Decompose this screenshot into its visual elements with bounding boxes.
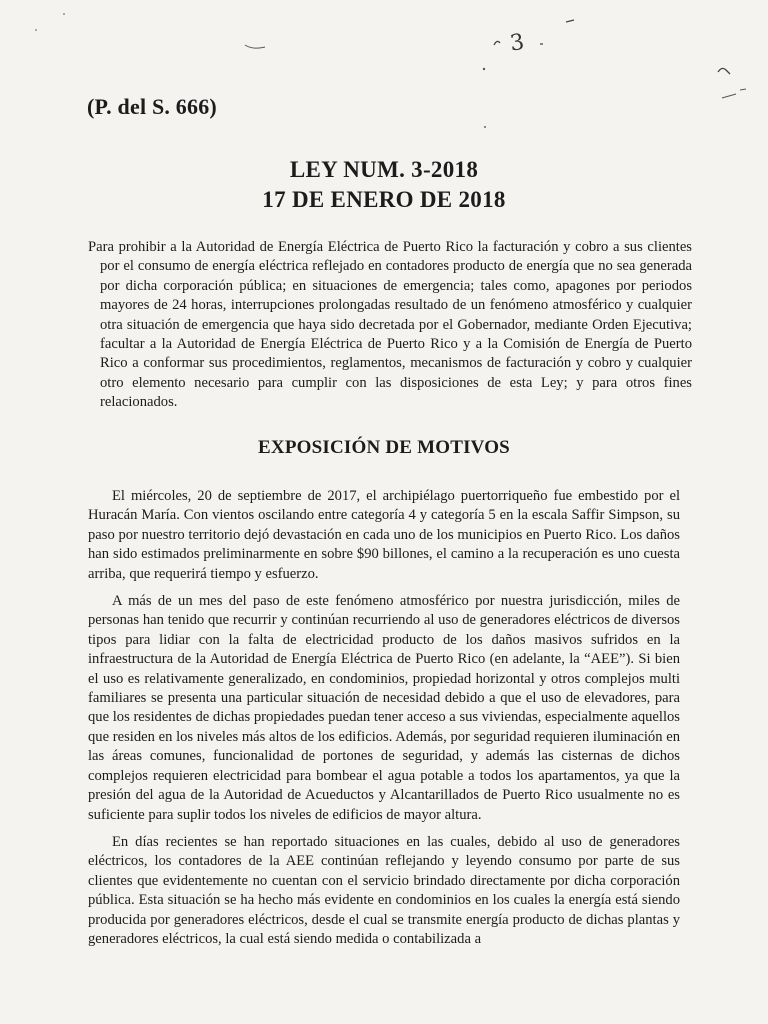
body-paragraph: El miércoles, 20 de septiembre de 2017, el archipiélago puertorriqueño fue embestido por el Huracán María. Con vientos oscilando entre categoría 4 y categoría 5 en la escala Saffir Simpson, su paso por nuestro territorio dejó devastación en cada uno de los municipios en Puerto Rico. Los daños han sido estimados preliminarmente en sobre $90 billones, el camino a la recuperación es uno cuesta arriba, que requerirá tiempo y esfuerzo. (88, 488, 680, 582)
body-paragraph: A más de un mes del paso de este fenómeno atmosférico por nuestra jurisdicción, miles de personas han tenido que recurrir y continúan recurriendo al uso de generadores eléctricos de diversos tipos para lidiar con la falta de electricidad producto de los daños masivos sufridos en la infraestructura de la Autoridad de Energía Eléctrica de Puerto Rico (en adelante, la “AEE”). Si bien el uso es relativamente generalizado, en condominios, propiedad horizontal y otros complejos multi familiares se presenta una particular situación de necesidad debido a que el uso de elevadores, para que los residentes de dichas propiedades puedan tener acceso a sus viviendas, especialmente aquellos que residen en los niveles más altos de los edificios. Además, por seguridad requieren iluminación en las áreas comunes, funcionalidad de portones de seguridad, y además las cisternas de dichos complejos requieren electricidad para bombear el agua potable a todos los apartamentos, ya que la presión del agua de la Autoridad de Acueductos y Alcantarillados de Puerto Rico usualmente no es suficiente para suplir todos los niveles de edificios de mayor altura. (88, 593, 680, 823)
handwritten-page-mark: 3 (508, 29, 526, 57)
bill-reference: (P. del S. 666) (87, 94, 217, 119)
scan-dot (63, 13, 65, 15)
scan-smudge (245, 45, 265, 48)
law-number: LEY NUM. 3-2018 (289, 157, 479, 182)
scan-marks (0, 0, 768, 160)
section-heading: EXPOSICIÓN DE MOTIVOS (258, 437, 510, 458)
law-date: 17 DE ENERO DE 2018 (262, 187, 506, 212)
law-summary: Para prohibir a la Autoridad de Energía Eléctrica de Puerto Rico la facturación y cobro a sus clientes por el consumo de energía eléctrica reflejado en contadores producto de energía que no sea generada por dicha corporación pública; en situaciones de emergencia; tales como, apagones por periodos mayores de 24 horas, interrupciones prolongadas resultado de un fenómeno atmosférico y cualquier otra situación de emergencia que haya sido decretada por el Gobernador, mediante Orden Ejecutiva; facultar a la Autoridad de Energía Eléctrica de Puerto Rico y a la Comisión de Energía de Puerto Rico a conformar sus procedimientos, reglamentos, mecanismos de facturación y cobro y cualquier otro elemento necesario para cumplir con las disposiciones de esta Ley; y para otros fines relacionados. (88, 239, 692, 411)
handwritten-stroke (718, 68, 730, 74)
body-paragraph: En días recientes se han reportado situaciones en las cuales, debido al uso de generadores eléctricos, los contadores de la AEE continúan reflejando y leyendo consumo por parte de sus clientes que evidentemente no cuentan con el servicio brindado directamente por dicha corporación pública. Esta situación se ha hecho más evidente en condominios en los cuales la energía está siendo producida por generadores eléctricos, desde el cual se transmite energía producto de dichas plantas y generadores eléctricos, la cual está siendo medida o contabilizada a (88, 833, 680, 947)
handwritten-stroke (566, 20, 574, 22)
scan-dot (35, 29, 37, 31)
body-text (88, 487, 680, 957)
scan-dot (484, 126, 486, 128)
handwritten-stroke (722, 89, 746, 98)
scan-dot (483, 68, 485, 70)
